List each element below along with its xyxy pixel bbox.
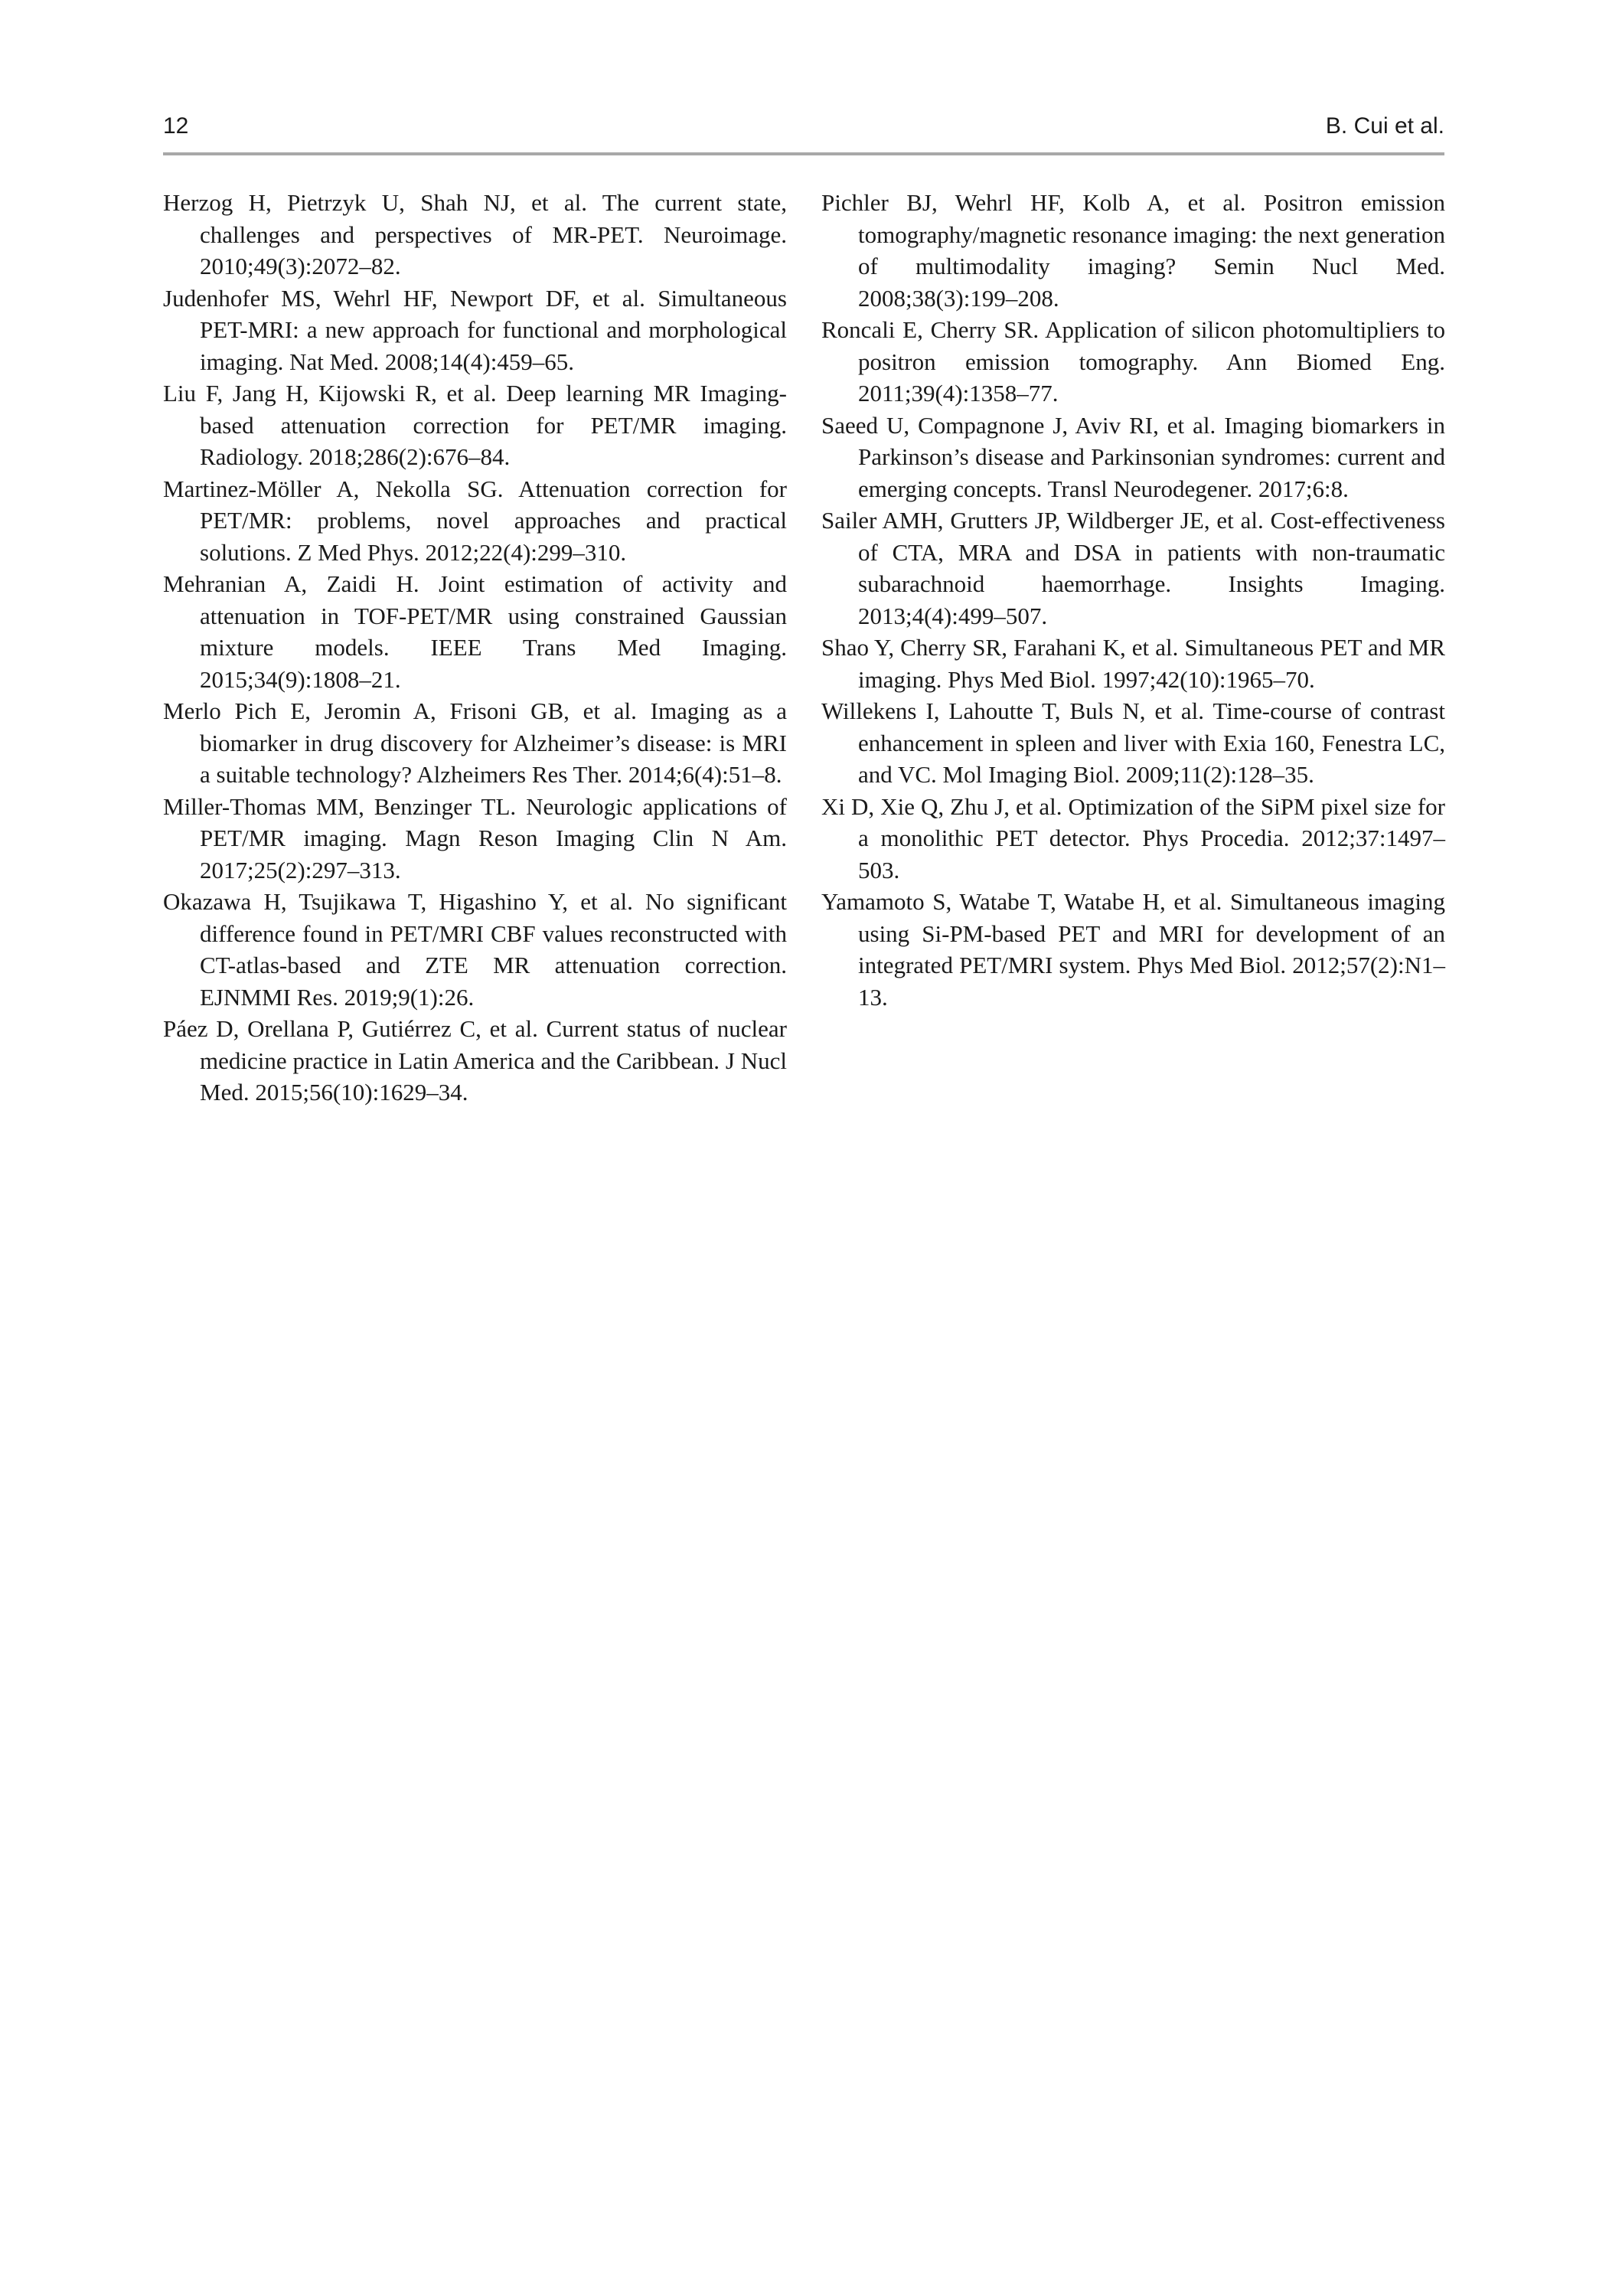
references-right-column [821, 187, 1445, 1013]
reference-entry: Shao Y, Cherry SR, Farahani K, et al. Simultaneous PET and MR imaging. Phys Med Biol. 1997;42(10):1965–70. [821, 634, 1445, 693]
reference-entry: Martinez-Möller A, Nekolla SG. Attenuation correction for PET/MR: problems, novel approaches and practical solutions. Z Med Phys. 2012;22(4):299–310. [163, 475, 787, 566]
running-head: B. Cui et al. [1325, 113, 1444, 139]
reference-entry: Pichler BJ, Wehrl HF, Kolb A, et al. Positron emission tomography/magnetic resonance imaging: the next generation of multimodality imaging? Semin Nucl Med. 2008;38(3):199–208. [821, 189, 1445, 312]
reference-entry: Roncali E, Cherry SR. Application of silicon photomultipliers to positron emission tomography. Ann Biomed Eng. 2011;39(4):1358–77. [821, 316, 1445, 407]
reference-entry: Yamamoto S, Watabe T, Watabe H, et al. Simultaneous imaging using Si-PM-based PET and MRI for development of an integrated PET/MRI system. Phys Med Biol. 2012;57(2):N1–13. [821, 888, 1445, 1011]
header-rule [163, 152, 1444, 155]
reference-entry: Saeed U, Compagnone J, Aviv RI, et al. Imaging biomarkers in Parkinson’s disease and Parkinsonian syndromes: current and emerging concepts. Transl Neurodegener. 2017;6:8. [821, 411, 1445, 502]
reference-entry: Merlo Pich E, Jeromin A, Frisoni GB, et al. Imaging as a biomarker in drug discovery for Alzheimer’s disease: is MRI a suitable technology? Alzheimers Res Ther. 2014;6(4):51–8. [163, 697, 787, 788]
page-header [163, 113, 1444, 144]
reference-entry: Sailer AMH, Grutters JP, Wildberger JE, et al. Cost-effectiveness of CTA, MRA and DSA in patients with non-traumatic subarachnoid haemorrhage. Insights Imaging. 2013;4(4):499–507. [821, 507, 1445, 629]
reference-entry: Miller-Thomas MM, Benzinger TL. Neurologic applications of PET/MR imaging. Magn Reson Imaging Clin N Am. 2017;25(2):297–313. [163, 792, 787, 883]
references-left-column [163, 187, 787, 1109]
reference-entry: Willekens I, Lahoutte T, Buls N, et al. Time-course of contrast enhancement in spleen and liver with Exia 160, Fenestra LC, and VC. Mol Imaging Biol. 2009;11(2):128–35. [821, 697, 1445, 788]
reference-entry: Páez D, Orellana P, Gutiérrez C, et al. Current status of nuclear medicine practice in Latin America and the Caribbean. J Nucl Med. 2015;56(10):1629–34. [163, 1015, 787, 1106]
reference-entry: Okazawa H, Tsujikawa T, Higashino Y, et al. No significant difference found in PET/MRI CBF values reconstructed with CT-atlas-based and ZTE MR attenuation correction. EJNMMI Res. 2019;9(1):26. [163, 888, 787, 1011]
reference-entry: Herzog H, Pietrzyk U, Shah NJ, et al. The current state, challenges and perspectives of MR-PET. Neuroimage. 2010;49(3):2072–82. [163, 189, 787, 279]
reference-entry: Mehranian A, Zaidi H. Joint estimation of activity and attenuation in TOF-PET/MR using constrained Gaussian mixture models. IEEE Trans Med Imaging. 2015;34(9):1808–21. [163, 570, 787, 693]
reference-entry: Judenhofer MS, Wehrl HF, Newport DF, et al. Simultaneous PET-MRI: a new approach for functional and morphological imaging. Nat Med. 2008;14(4):459–65. [163, 284, 787, 375]
page-number: 12 [163, 113, 189, 139]
reference-entry: Xi D, Xie Q, Zhu J, et al. Optimization of the SiPM pixel size for a monolithic PET detector. Phys Procedia. 2012;37:1497–503. [821, 792, 1445, 883]
reference-entry: Liu F, Jang H, Kijowski R, et al. Deep learning MR Imaging-based attenuation correction for PET/MR imaging. Radiology. 2018;286(2):676–84. [163, 380, 787, 470]
